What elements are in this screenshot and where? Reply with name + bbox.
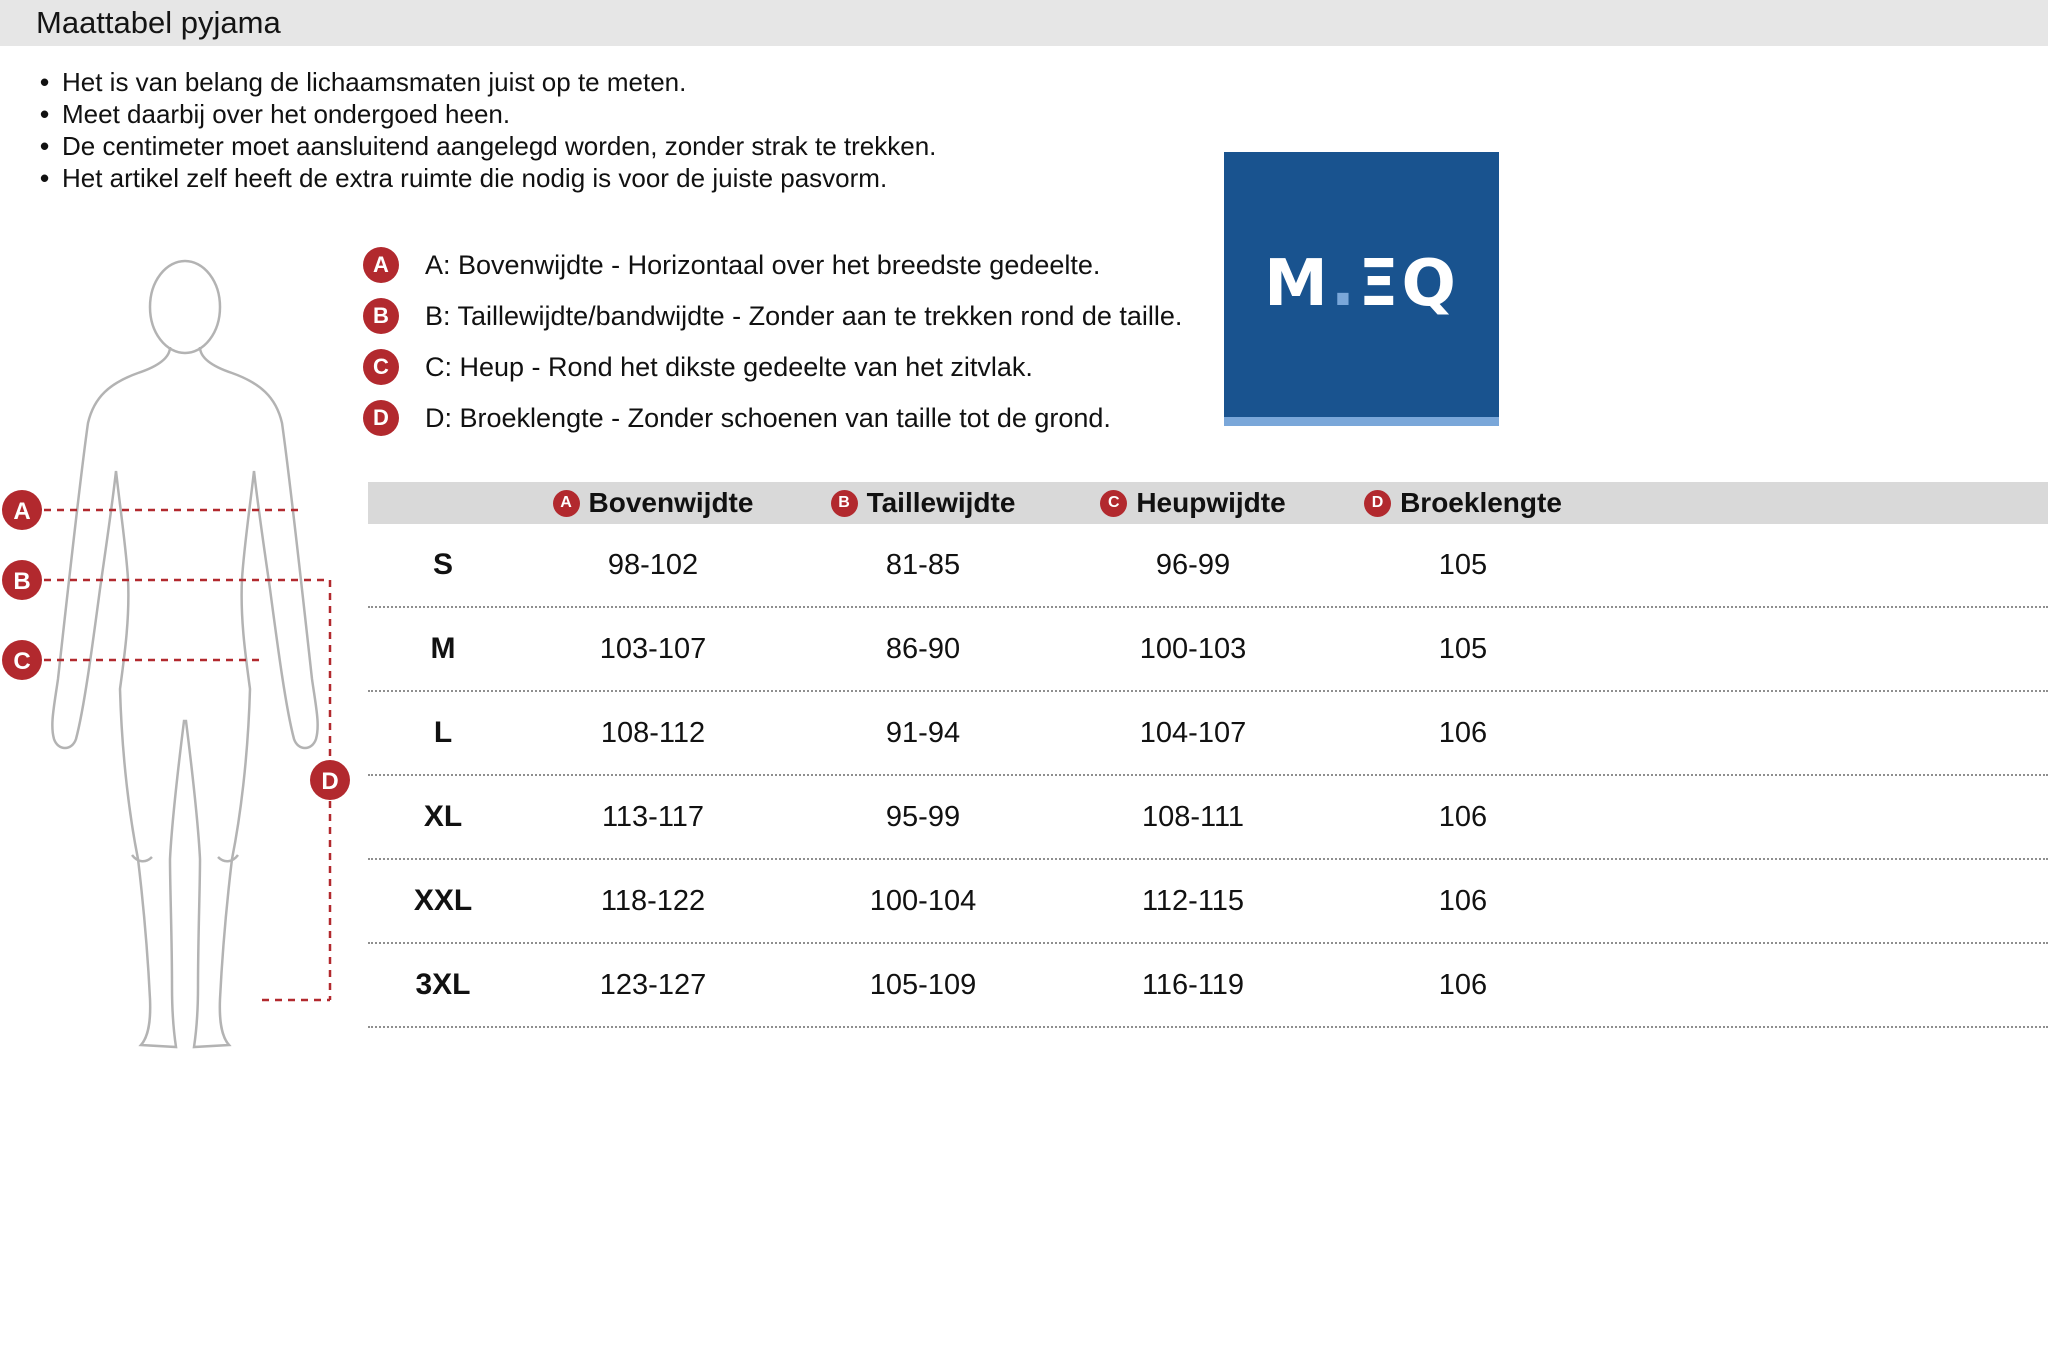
value-bovenwijdte: 103-107 bbox=[599, 632, 707, 665]
header-bovenwijdte bbox=[518, 487, 788, 519]
header-taillewijdte bbox=[788, 487, 1058, 519]
marker-d-icon: D bbox=[1364, 490, 1391, 517]
value-broeklengte: 106 bbox=[1438, 968, 1488, 1001]
logo-letter: M bbox=[1264, 247, 1331, 321]
value-bovenwijdte: 108-112 bbox=[600, 716, 706, 749]
table-row bbox=[368, 692, 2048, 776]
instruction-item bbox=[40, 98, 936, 130]
page-title: Maattabel pyjama bbox=[36, 5, 281, 40]
bullet-icon: • bbox=[40, 67, 50, 97]
knee-left-hint bbox=[132, 855, 152, 861]
value-taillewijdte: 81-85 bbox=[885, 548, 961, 581]
size-label: XL bbox=[423, 800, 463, 833]
value-broeklengte: 106 bbox=[1438, 716, 1488, 749]
table-row bbox=[368, 944, 2048, 1028]
size-label: XXL bbox=[413, 884, 473, 917]
header-label: Broeklengte bbox=[1400, 487, 1562, 518]
value-heupwijdte: 100-103 bbox=[1139, 632, 1247, 665]
bullet-icon: • bbox=[40, 163, 50, 193]
body-measurement-diagram bbox=[0, 240, 370, 1060]
size-table-header bbox=[368, 482, 2048, 524]
body-outline bbox=[52, 261, 317, 1047]
instruction-text: Het is van belang de lichaamsmaten juist op te meten. bbox=[62, 67, 687, 97]
value-heupwijdte: 116-119 bbox=[1141, 968, 1245, 1001]
brand-logo bbox=[1224, 152, 1499, 426]
header-label: Heupwijdte bbox=[1136, 487, 1286, 518]
instruction-list bbox=[40, 66, 936, 194]
value-broeklengte: 106 bbox=[1438, 884, 1488, 917]
value-bovenwijdte: 113-117 bbox=[601, 800, 705, 833]
value-heupwijdte: 112-115 bbox=[1141, 884, 1245, 917]
header-broeklengte bbox=[1328, 487, 1598, 519]
logo-letter: Ξ bbox=[1358, 247, 1402, 321]
marker-c-label: C bbox=[13, 648, 31, 675]
instruction-text: De centimeter moet aansluitend aangelegd worden, zonder strak te trekken. bbox=[62, 131, 937, 161]
value-taillewijdte: 95-99 bbox=[885, 800, 961, 833]
marker-a-label: A bbox=[13, 498, 31, 525]
instruction-text: Het artikel zelf heeft de extra ruimte die nodig is voor de juiste pasvorm. bbox=[62, 163, 888, 193]
value-broeklengte: 105 bbox=[1438, 548, 1488, 581]
legend-text-c: C: Heup - Rond het dikste gedeelte van het zitvlak. bbox=[425, 351, 1033, 382]
value-broeklengte: 106 bbox=[1438, 800, 1488, 833]
value-taillewijdte: 100-104 bbox=[869, 884, 977, 917]
header-heupwijdte bbox=[1058, 487, 1328, 519]
measurement-legend bbox=[363, 247, 1182, 451]
size-label: S bbox=[432, 548, 453, 581]
value-heupwijdte: 108-111 bbox=[1141, 800, 1245, 833]
value-bovenwijdte: 118-122 bbox=[600, 884, 706, 917]
marker-d-label: D bbox=[321, 768, 339, 795]
marker-b-icon: B bbox=[831, 490, 858, 517]
value-taillewijdte: 86-90 bbox=[885, 632, 961, 665]
bullet-icon: • bbox=[40, 131, 50, 161]
legend-item-b bbox=[363, 298, 1182, 334]
value-heupwijdte: 104-107 bbox=[1139, 716, 1247, 749]
value-taillewijdte: 91-94 bbox=[885, 716, 961, 749]
logo-letter: Q bbox=[1401, 247, 1459, 321]
legend-item-a bbox=[363, 247, 1182, 283]
legend-text-a: A: Bovenwijdte - Horizontaal over het breedste gedeelte. bbox=[425, 249, 1101, 280]
header-label: Taillewijdte bbox=[866, 487, 1016, 518]
title-band bbox=[0, 0, 2048, 46]
instruction-item bbox=[40, 66, 936, 98]
size-label: L bbox=[433, 716, 453, 749]
marker-a-icon: A bbox=[553, 490, 580, 517]
instruction-item bbox=[40, 162, 936, 194]
bullet-icon: • bbox=[40, 99, 50, 129]
table-row bbox=[368, 860, 2048, 944]
value-taillewijdte: 105-109 bbox=[869, 968, 977, 1001]
size-label: 3XL bbox=[415, 968, 471, 1001]
header-label: Bovenwijdte bbox=[588, 487, 754, 518]
instruction-text: Meet daarbij over het ondergoed heen. bbox=[62, 99, 511, 129]
marker-c-icon: C bbox=[363, 349, 399, 385]
marker-b-icon: B bbox=[363, 298, 399, 334]
table-row bbox=[368, 608, 2048, 692]
legend-text-b: B: Taillewijdte/bandwijdte - Zonder aan te trekken rond de taille. bbox=[425, 300, 1183, 331]
legend-item-d bbox=[363, 400, 1182, 436]
logo-letter: . bbox=[1330, 247, 1359, 321]
knee-right-hint bbox=[218, 855, 238, 861]
size-label: M bbox=[430, 632, 456, 665]
legend-text-d: D: Broeklengte - Zonder schoenen van taille tot de grond. bbox=[425, 402, 1111, 433]
figure-markers bbox=[2, 490, 350, 800]
value-bovenwijdte: 98-102 bbox=[607, 548, 699, 581]
marker-c-icon: C bbox=[1100, 490, 1127, 517]
table-row bbox=[368, 776, 2048, 860]
instruction-item bbox=[40, 130, 936, 162]
value-broeklengte: 105 bbox=[1438, 632, 1488, 665]
value-bovenwijdte: 123-127 bbox=[599, 968, 707, 1001]
marker-a-icon: A bbox=[363, 247, 399, 283]
logo-underline bbox=[1224, 417, 1499, 426]
legend-item-c bbox=[363, 349, 1182, 385]
measurement-lines bbox=[44, 510, 330, 1000]
size-table bbox=[368, 482, 2048, 1028]
value-heupwijdte: 96-99 bbox=[1155, 548, 1231, 581]
brand-logo-text bbox=[1264, 247, 1459, 331]
marker-d-icon: D bbox=[363, 400, 399, 436]
table-row bbox=[368, 524, 2048, 608]
marker-b-label: B bbox=[13, 568, 31, 595]
